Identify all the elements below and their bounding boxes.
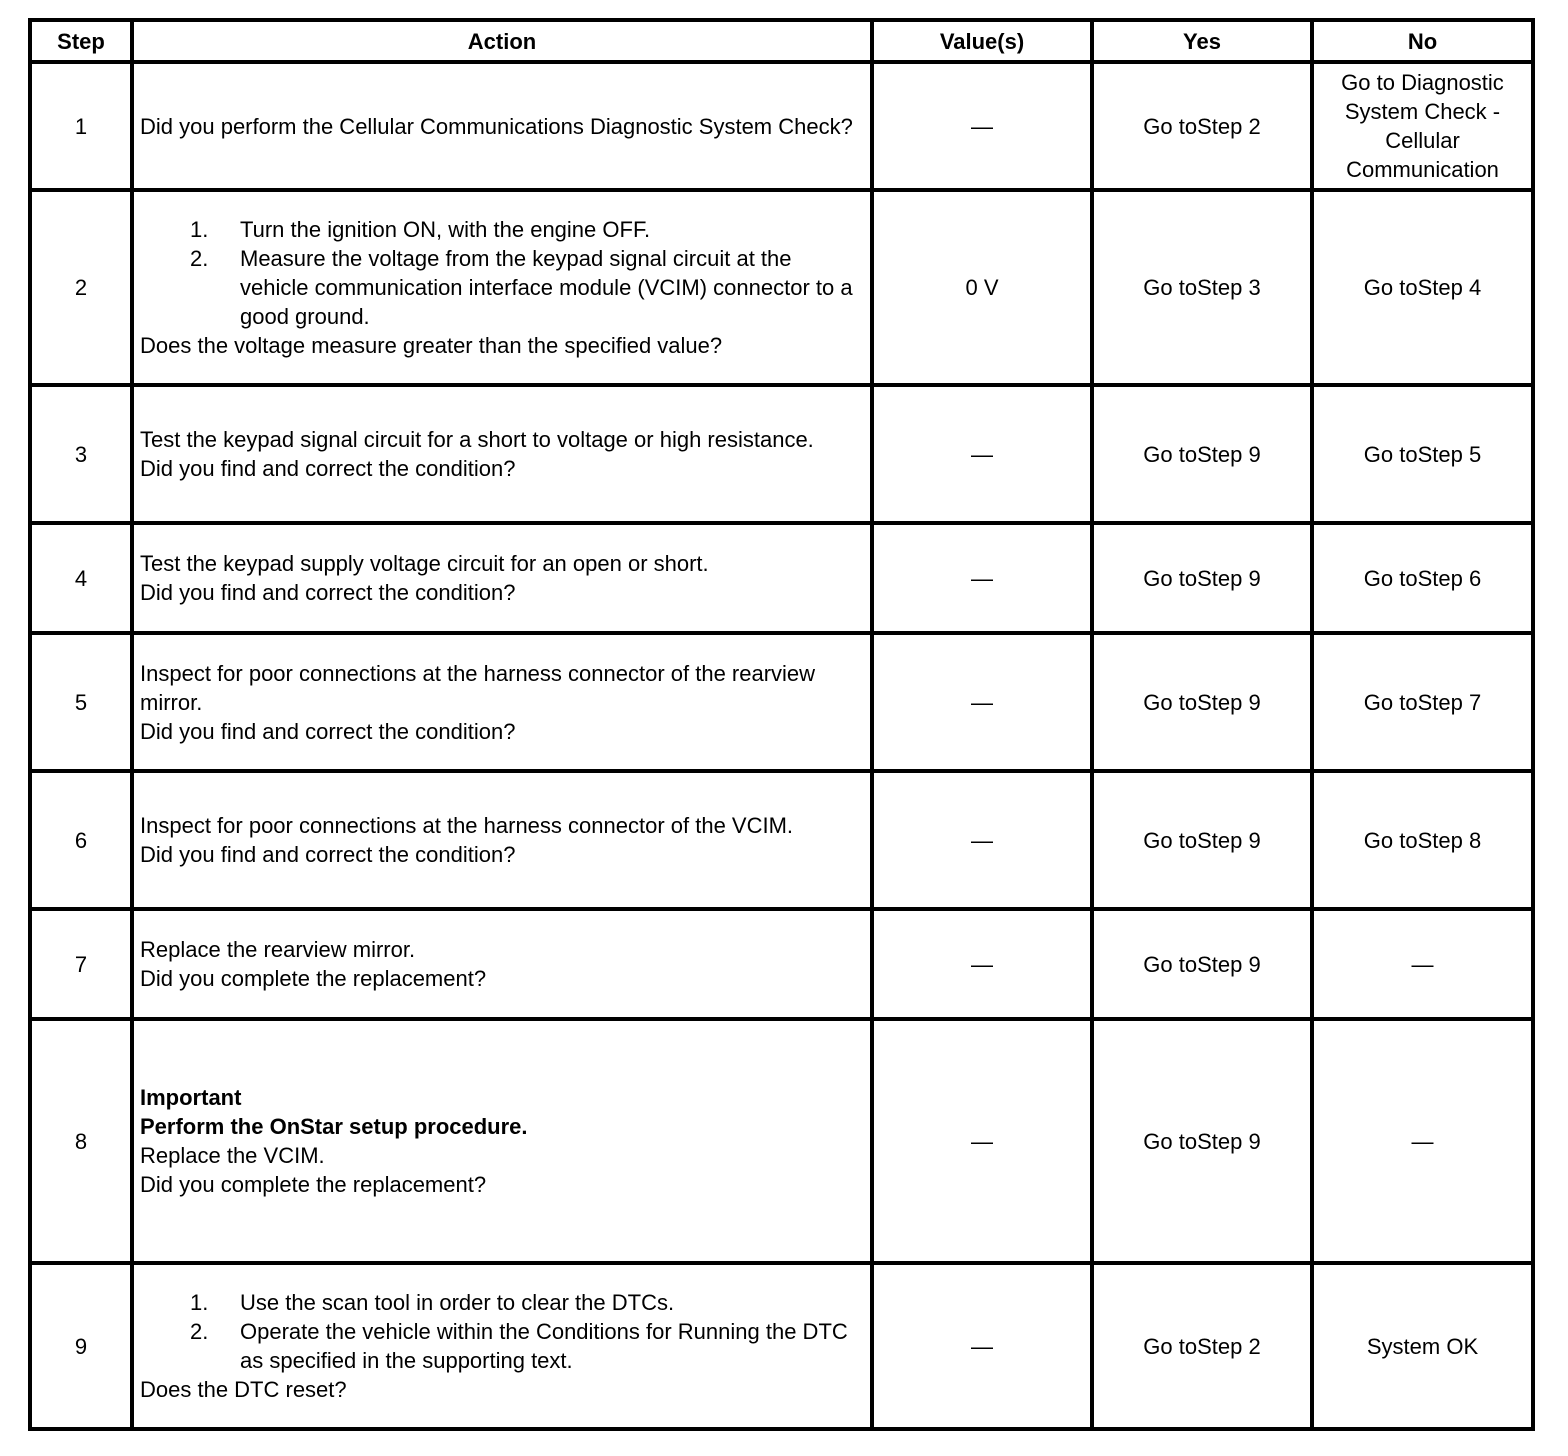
yes-link[interactable]: Go toStep 9 [1143,1128,1261,1154]
value-cell: — [872,1263,1092,1429]
step-number: 7 [30,909,132,1019]
no-link[interactable]: System OK [1366,1333,1479,1359]
no-cell [1312,771,1533,909]
yes-link[interactable]: Go toStep 9 [1143,951,1261,977]
list-item: 2. Operate the vehicle within the Conditions for Running the DTC as specified in the supporting text. [190,1319,848,1373]
action-question: Did you complete the replacement? [140,1172,487,1197]
header-yes: Yes [1092,20,1312,62]
no-cell [1312,385,1533,523]
action-cell [132,385,872,523]
no-cell [1312,190,1533,385]
table-row [30,190,1533,385]
no-cell [1312,633,1533,771]
no-link[interactable]: Go toStep 8 [1363,827,1482,853]
yes-link[interactable]: Go toStep 9 [1143,827,1261,853]
header-values: Value(s) [872,20,1092,62]
action-cell [132,190,872,385]
value-cell: — [872,523,1092,633]
value-cell: — [872,1019,1092,1263]
no-cell: — [1312,909,1533,1019]
yes-cell [1092,633,1312,771]
yes-cell [1092,1019,1312,1263]
table-row [30,633,1533,771]
table-row [30,62,1533,190]
no-cell [1312,523,1533,633]
yes-cell [1092,909,1312,1019]
action-text: Inspect for poor connections at the harness connector of the VCIM. [140,813,794,838]
action-text: Replace the VCIM. [140,1143,325,1168]
action-question: Did you find and correct the condition? [140,842,516,867]
diagnostic-table [28,18,1535,1431]
value-cell: — [872,62,1092,190]
action-cell [132,62,872,190]
action-question: Does the DTC reset? [140,1377,347,1402]
action-question: Did you find and correct the condition? [140,580,516,605]
yes-cell [1092,523,1312,633]
action-text: Inspect for poor connections at the harness connector of the rearview mirror. [140,660,816,715]
no-cell: — [1312,1019,1533,1263]
no-link[interactable]: Go to Diagnostic System Check - Cellular Communication [1341,70,1504,182]
step-number: 5 [30,633,132,771]
yes-cell [1092,385,1312,523]
header-no: No [1312,20,1533,62]
table-row [30,1019,1533,1263]
action-question: Did you complete the replacement? [140,966,487,991]
step-number: 2 [30,190,132,385]
step-number: 4 [30,523,132,633]
yes-link[interactable]: Go toStep 9 [1143,565,1261,591]
value-cell: — [872,909,1092,1019]
header-row [30,20,1533,62]
action-cell [132,633,872,771]
header-action: Action [132,20,872,62]
action-cell [132,909,872,1019]
action-cell [132,1019,872,1263]
no-link[interactable]: Go toStep 6 [1363,565,1482,591]
no-cell [1312,62,1533,190]
yes-link[interactable]: Go toStep 2 [1143,113,1261,139]
header-step: Step [30,20,132,62]
action-cell [132,523,872,633]
action-text: Replace the rearview mirror. [140,937,416,962]
no-link[interactable]: Go toStep 5 [1363,441,1482,467]
list-item: 2. Measure the voltage from the keypad signal circuit at the vehicle communication interface module (VCIM) connector to a good ground. [190,246,853,329]
step-number: 6 [30,771,132,909]
important-label: Important [140,1085,242,1110]
step-number: 8 [30,1019,132,1263]
yes-link[interactable]: Go toStep 9 [1143,441,1261,467]
action-question: Does the voltage measure greater than the specified value? [140,333,723,358]
no-cell [1312,1263,1533,1429]
action-cell [132,771,872,909]
list-item: 1. Use the scan tool in order to clear the DTCs. [190,1290,675,1315]
action-text: Test the keypad signal circuit for a short to voltage or high resistance. [140,427,814,452]
instruction-list [140,1288,864,1375]
action-text: Test the keypad supply voltage circuit for an open or short. [140,551,709,576]
table-row [30,523,1533,633]
value-cell: — [872,633,1092,771]
no-link[interactable]: Go toStep 4 [1363,275,1482,300]
value-cell: 0 V [872,190,1092,385]
action-text: Did you perform the Cellular Communications Diagnostic System Check? [140,113,853,139]
table-row [30,771,1533,909]
step-number: 9 [30,1263,132,1429]
yes-cell [1092,771,1312,909]
yes-link[interactable]: Go toStep 9 [1143,689,1261,715]
yes-cell [1092,1263,1312,1429]
list-item: 1. Turn the ignition ON, with the engine OFF. [190,217,651,242]
step-number: 3 [30,385,132,523]
important-text: Perform the OnStar setup procedure. [140,1114,528,1139]
yes-link[interactable]: Go toStep 3 [1143,275,1261,300]
action-question: Did you find and correct the condition? [140,456,516,481]
no-link[interactable]: Go toStep 7 [1363,689,1482,715]
action-cell [132,1263,872,1429]
instruction-list [140,215,864,331]
step-number: 1 [30,62,132,190]
action-question: Did you find and correct the condition? [140,718,516,744]
yes-cell [1092,190,1312,385]
value-cell: — [872,771,1092,909]
yes-link[interactable]: Go toStep 2 [1143,1333,1261,1359]
table-row [30,385,1533,523]
table-row [30,909,1533,1019]
table-row [30,1263,1533,1429]
value-cell: — [872,385,1092,523]
yes-cell [1092,62,1312,190]
